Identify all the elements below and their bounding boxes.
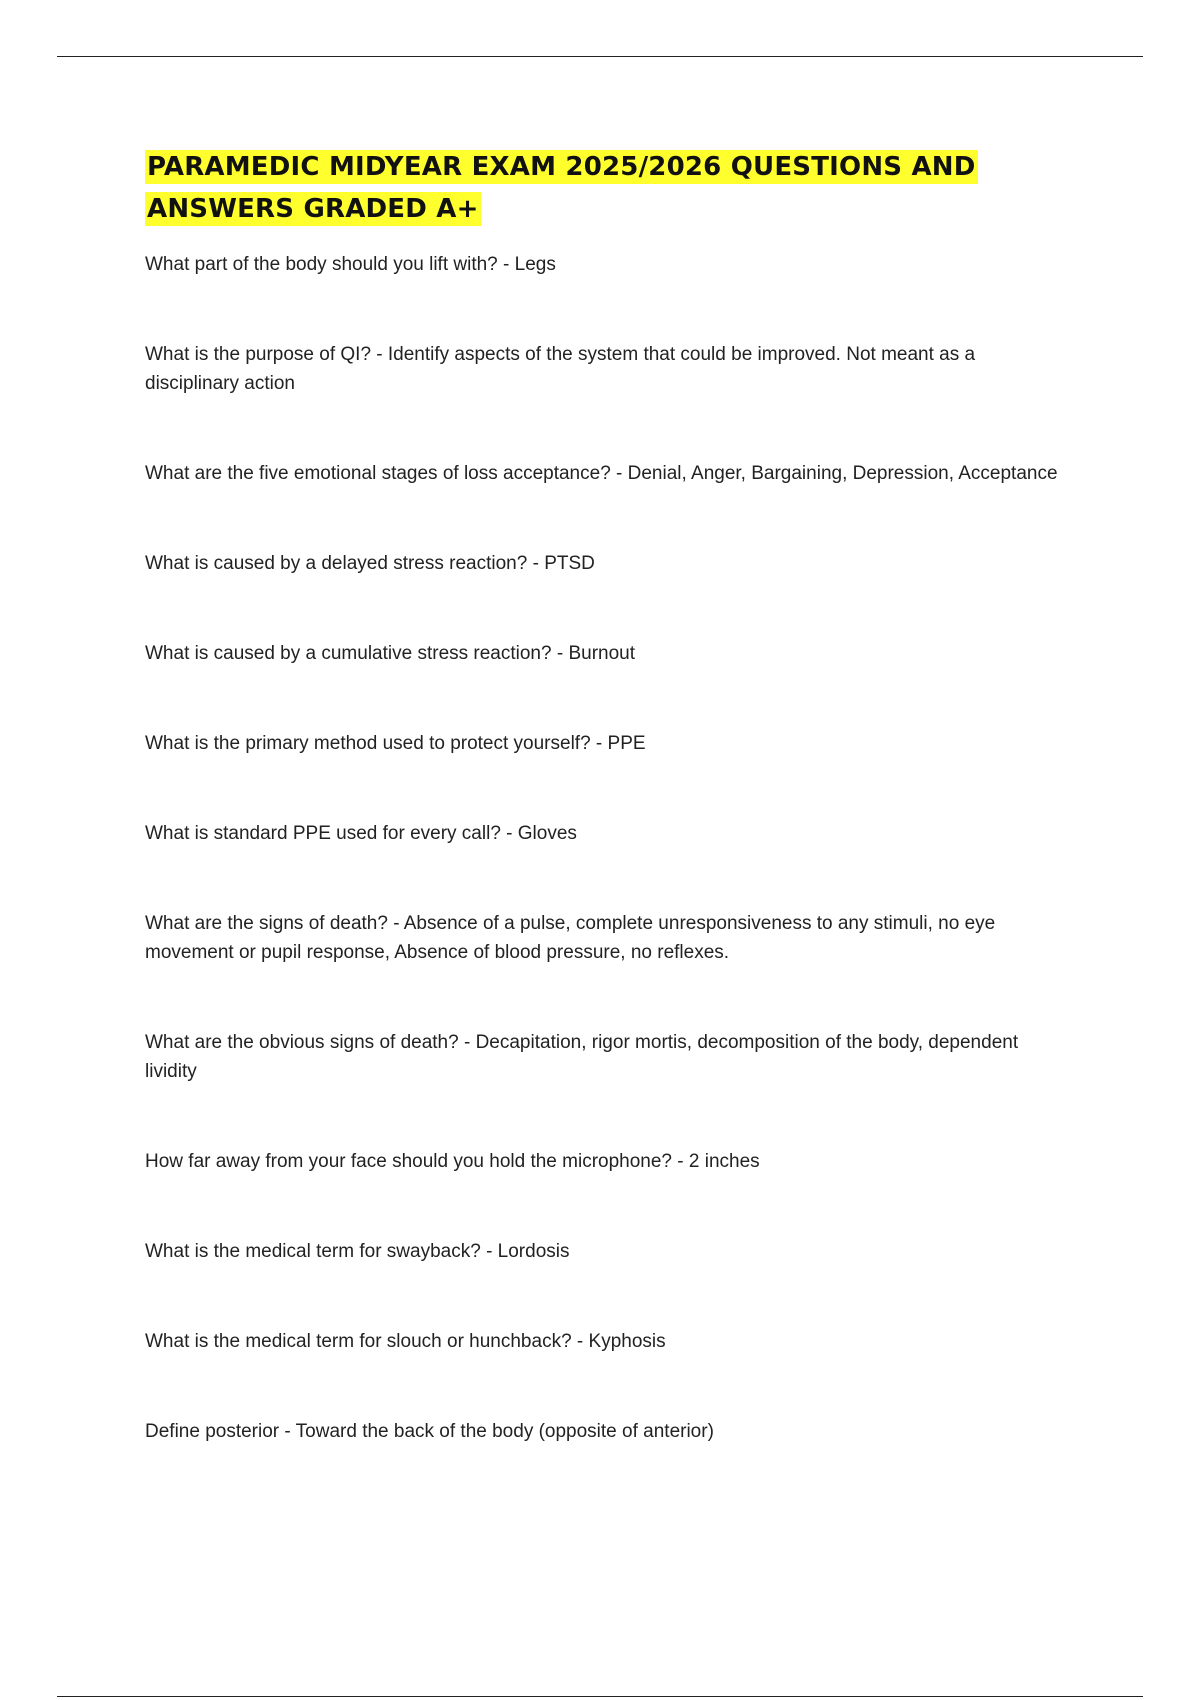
qa-item: What is the medical term for slouch or hunchback? - Kyphosis bbox=[145, 1331, 666, 1352]
qa-item: What are the signs of death? - Absence of a pulse, complete unresponsiveness to any stimuli, no eye movement or pupil response, Absence of blood pressure, no reflexes. bbox=[145, 913, 996, 963]
document-content bbox=[145, 146, 1060, 1507]
qa-item: How far away from your face should you hold the microphone? - 2 inches bbox=[145, 1151, 760, 1172]
qa-item: What is the medical term for swayback? - Lordosis bbox=[145, 1241, 570, 1262]
qa-item: What is caused by a delayed stress reaction? - PTSD bbox=[145, 553, 595, 574]
footer-rule bbox=[57, 1696, 1143, 1697]
qa-item: What is caused by a cumulative stress reaction? - Burnout bbox=[145, 643, 636, 664]
qa-item: What is the purpose of QI? - Identify aspects of the system that could be improved. Not meant as a disciplinary action bbox=[145, 344, 976, 394]
qa-item: What is standard PPE used for every call? - Gloves bbox=[145, 823, 577, 844]
document-title bbox=[145, 146, 1060, 230]
header-rule bbox=[57, 56, 1143, 57]
title-highlight: PARAMEDIC MIDYEAR EXAM 2025/2026 QUESTIONS AND ANSWERS GRADED A+ bbox=[147, 152, 976, 224]
qa-item: What are the obvious signs of death? - Decapitation, rigor mortis, decomposition of the body, dependent lividity bbox=[145, 1032, 1019, 1082]
qa-item: Define posterior - Toward the back of the body (opposite of anterior) bbox=[145, 1421, 714, 1442]
qa-list bbox=[145, 250, 1060, 1446]
qa-item: What is the primary method used to protect yourself? - PPE bbox=[145, 733, 646, 754]
qa-item: What are the five emotional stages of loss acceptance? - Denial, Anger, Bargaining, Depression, Acceptance bbox=[145, 463, 1058, 484]
qa-item: What part of the body should you lift with? - Legs bbox=[145, 254, 556, 275]
